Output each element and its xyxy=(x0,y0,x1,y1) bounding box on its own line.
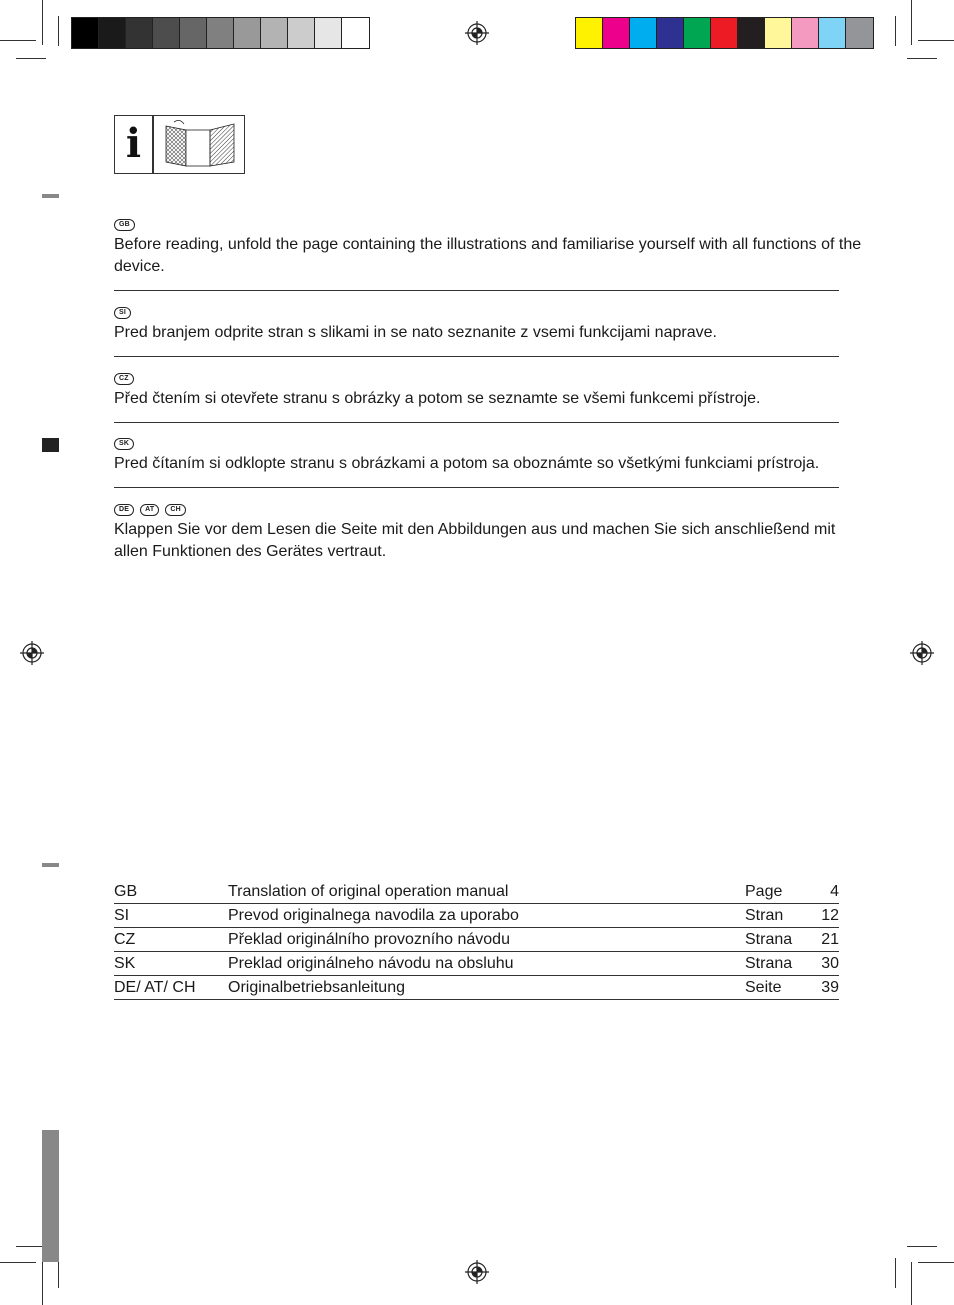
color-swatch xyxy=(846,18,873,48)
toc-page-word: Seite xyxy=(745,976,807,1000)
toc-page-number: 21 xyxy=(807,928,839,952)
instruction-text: Pred branjem odprite stran s slikami in se nato seznanite z vsemi funkcijami naprave. xyxy=(114,324,717,341)
toc-row[interactable] xyxy=(114,880,839,904)
toc-language: SI xyxy=(114,904,228,928)
toc-page-number: 4 xyxy=(807,880,839,904)
toc-row[interactable] xyxy=(114,904,839,928)
gray-swatch xyxy=(234,18,261,48)
crop-mark-bottom-left-v2 xyxy=(58,1258,59,1288)
language-badge: CH xyxy=(165,504,186,516)
unfold-illustration-icon xyxy=(154,116,244,173)
language-badges xyxy=(114,435,866,449)
language-badges xyxy=(114,501,866,515)
toc-language: SK xyxy=(114,952,228,976)
process-color-bar xyxy=(575,17,874,49)
toc-title: Translation of original operation manual xyxy=(228,880,745,904)
crop-mark-top-right-h2 xyxy=(907,58,937,59)
instruction-text: Před čtením si otevřete stranu s obrázky a potom se seznamte se všemi funkcemi přístroje. xyxy=(114,390,761,407)
gray-swatch xyxy=(153,18,180,48)
crop-mark-top-right-v xyxy=(911,0,912,45)
language-badges xyxy=(114,370,866,384)
color-swatch xyxy=(792,18,819,48)
crop-mark-top-left-v xyxy=(42,0,43,45)
language-badge: CZ xyxy=(114,373,134,385)
color-swatch xyxy=(684,18,711,48)
side-tab-mark-top xyxy=(42,194,59,198)
gray-swatch xyxy=(342,18,369,48)
toc-language: GB xyxy=(114,880,228,904)
toc-page-word: Strana xyxy=(745,928,807,952)
toc-page-word: Page xyxy=(745,880,807,904)
crop-mark-top-left-h2 xyxy=(16,58,46,59)
toc-title: Překlad originálního provozního návodu xyxy=(228,928,745,952)
unfold-page-icon xyxy=(153,115,245,174)
toc-title: Preklad originálneho návodu na obsluhu xyxy=(228,952,745,976)
toc-title: Prevod originalnega navodila za uporabo xyxy=(228,904,745,928)
toc-page-number: 30 xyxy=(807,952,839,976)
toc-row[interactable] xyxy=(114,952,839,976)
color-swatch xyxy=(765,18,792,48)
side-tab-bar-bottom xyxy=(42,1130,59,1262)
crop-mark-bottom-right-h xyxy=(918,1262,954,1263)
color-swatch xyxy=(657,18,684,48)
gray-swatch xyxy=(99,18,126,48)
grayscale-color-bar xyxy=(71,17,370,49)
crop-mark-top-left-v2 xyxy=(58,16,59,46)
language-badge: DE xyxy=(114,504,134,516)
toc-page-word: Strana xyxy=(745,952,807,976)
side-tab-mark-middle xyxy=(42,863,59,867)
instruction-text: Klappen Sie vor dem Lesen die Seite mit den Abbildungen aus und machen Sie sich anschließend mit allen Funktionen des Gerätes vertraut. xyxy=(114,521,836,560)
gray-swatch xyxy=(126,18,153,48)
gray-swatch xyxy=(180,18,207,48)
toc-language: DE/ AT/ CH xyxy=(114,976,228,1000)
toc-title: Originalbetriebsanleitung xyxy=(228,976,745,1000)
color-swatch xyxy=(576,18,603,48)
crop-mark-bottom-right-v xyxy=(911,1262,912,1305)
language-badge: SI xyxy=(114,307,131,319)
toc-page-word: Stran xyxy=(745,904,807,928)
section-divider xyxy=(114,356,839,357)
crop-mark-top-right-h xyxy=(918,40,954,41)
gray-swatch xyxy=(315,18,342,48)
language-badge: SK xyxy=(114,438,134,450)
gray-swatch xyxy=(72,18,99,48)
toc-page-number: 39 xyxy=(807,976,839,1000)
info-letter: i xyxy=(125,120,142,167)
language-section xyxy=(114,370,866,410)
gray-swatch xyxy=(207,18,234,48)
gray-swatch xyxy=(288,18,315,48)
registration-mark-top-icon xyxy=(465,21,489,45)
info-icon xyxy=(114,115,153,174)
table-of-contents xyxy=(114,880,839,1000)
gray-swatch xyxy=(261,18,288,48)
toc-language: CZ xyxy=(114,928,228,952)
language-badge: AT xyxy=(140,504,159,516)
color-swatch xyxy=(630,18,657,48)
crop-mark-bottom-left-v xyxy=(42,1262,43,1305)
crop-mark-top-right-v2 xyxy=(895,16,896,46)
language-badges xyxy=(114,304,866,318)
crop-mark-bottom-right-v2 xyxy=(895,1258,896,1288)
language-section xyxy=(114,501,866,563)
toc-row[interactable] xyxy=(114,976,839,1000)
registration-mark-bottom-icon xyxy=(465,1260,489,1284)
crop-mark-bottom-left-h xyxy=(0,1262,36,1263)
instruction-text: Before reading, unfold the page containing the illustrations and familiarise yourself with all functions of the device. xyxy=(114,236,862,275)
section-divider xyxy=(114,487,839,488)
toc-page-number: 12 xyxy=(807,904,839,928)
language-badge: GB xyxy=(114,219,135,231)
crop-mark-top-left-h xyxy=(0,40,36,41)
language-section xyxy=(114,304,866,344)
color-swatch xyxy=(603,18,630,48)
registration-mark-right-icon xyxy=(910,641,934,665)
section-divider xyxy=(114,290,839,291)
language-section xyxy=(114,435,866,475)
language-section xyxy=(114,216,866,278)
toc-row[interactable] xyxy=(114,928,839,952)
registration-mark-left-icon xyxy=(20,641,44,665)
section-divider xyxy=(114,422,839,423)
color-swatch xyxy=(738,18,765,48)
color-swatch xyxy=(819,18,846,48)
language-badges xyxy=(114,216,866,230)
crop-mark-bottom-right-h2 xyxy=(907,1246,937,1247)
instruction-text: Pred čítaním si odklopte stranu s obrázkami a potom sa oboznámte so všetkými funkciami prístroja. xyxy=(114,455,820,472)
side-tab-mark-dark xyxy=(42,438,59,452)
color-swatch xyxy=(711,18,738,48)
